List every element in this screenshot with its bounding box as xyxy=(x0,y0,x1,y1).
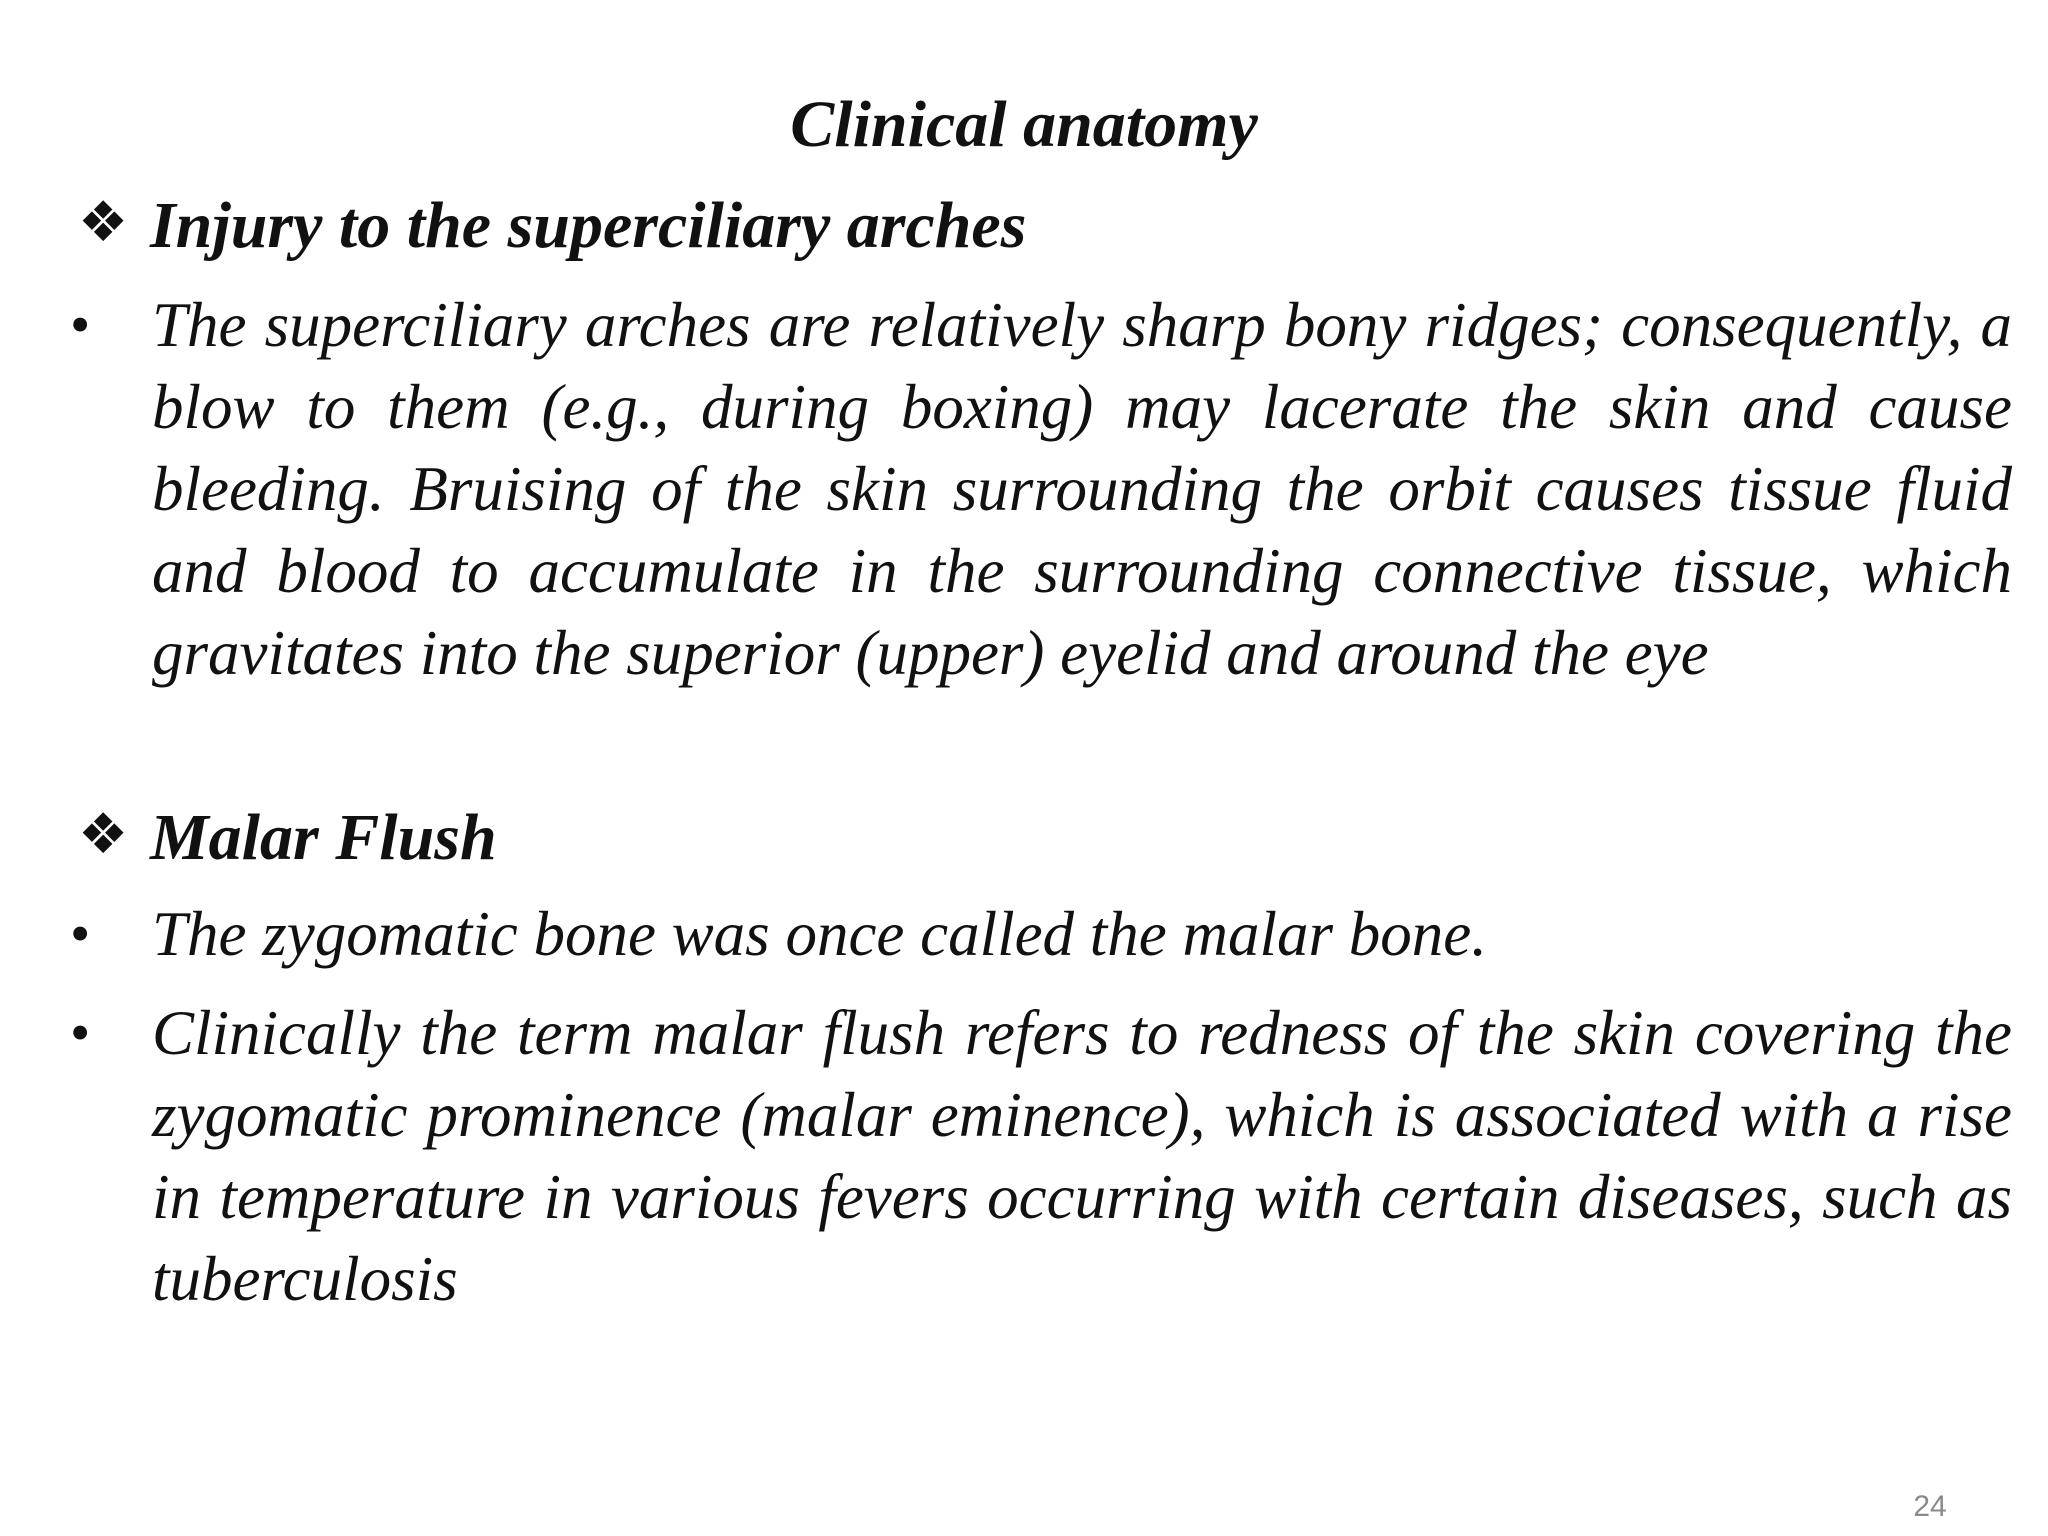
bullet-item xyxy=(70,284,2020,694)
bullet-text: The superciliary arches are relatively sharp bony ridges; consequently, a blow to them (e.g., during boxing) may lacerate the skin and cause bleeding. Bruising of the skin surrounding the orbit causes tissue fluid and blood to accumulate in the surrounding connective tissue, which gravitates into the superior (upper) eyelid and around the eye xyxy=(152,290,2012,688)
page-number: 24 xyxy=(1913,1490,1947,1523)
bullet-text: Clinically the term malar flush refers to redness of the skin covering the zygomatic prominence (malar eminence), which is associated with a rise in temperature in various fevers occurring with certain diseases, such as tuberculosis xyxy=(152,998,2012,1314)
section-heading-malar-flush xyxy=(78,792,2008,881)
diamond-bullet-icon: ❖ xyxy=(78,190,129,255)
bullet-dot-icon: • xyxy=(70,292,91,357)
bullet-item xyxy=(70,992,2020,1320)
diamond-bullet-icon: ❖ xyxy=(78,802,129,867)
slide-title: Clinical anatomy xyxy=(790,88,1258,161)
bullet-item xyxy=(70,893,2020,975)
bullet-text: The zygomatic bone was once called the malar bone. xyxy=(152,899,1487,969)
section-heading-text: Malar Flush xyxy=(150,801,497,874)
section-heading-superciliary-arches xyxy=(78,180,2008,269)
bullet-dot-icon: • xyxy=(70,1000,91,1065)
section-heading-text: Injury to the superciliary arches xyxy=(150,189,1027,262)
bullet-dot-icon: • xyxy=(70,901,91,966)
